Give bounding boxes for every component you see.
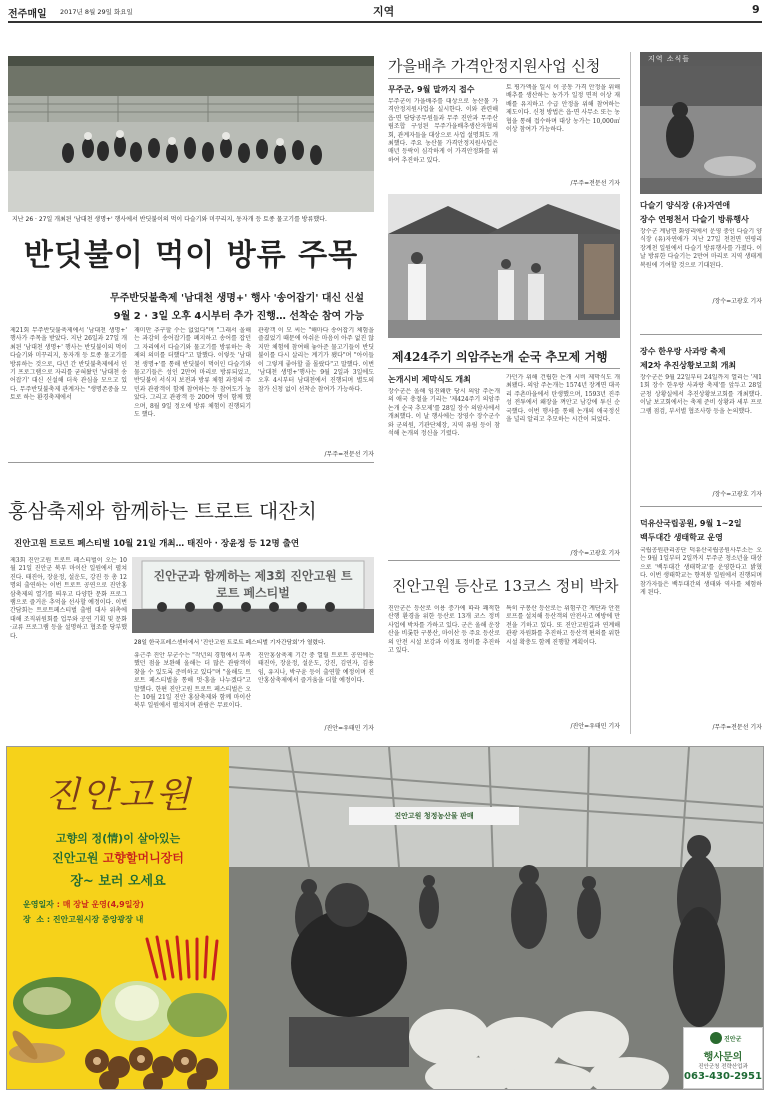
uiam-photo [388,194,620,338]
uiam-col2: 가던가 위해 건립한 논개 시비 제막식도 개최됐다. 의암 주논개는 1574년 장계면 대곡리 주촌마을에서 탄생했으며, 1593년 진주성 전투에서 왜장을 껴안고 남강에 투신 순국했다. 이번 행사를 통해 논개의 애국정신을 널리 알리고 추모하는 시간이 되었다. [506,374,620,424]
ad-phone: 063-430-2951 [684,1071,762,1082]
ad-line2-b: 고 [102,851,115,865]
ad-op-value: : 매 장날 운영(4,9일장) [56,900,144,909]
cabbage-sub: 무주군, 9월 말까지 접수 [388,85,475,94]
trot-banner-title: 진안군과 함께하는 제3회 진안고원 트로트 페스티벌 [153,569,353,600]
ad-loc-label: 장 소 [23,915,45,924]
header-date: 2017년 8월 29일 화요일 [60,8,133,16]
cabbage-byline: /무주=전문선 기자 [570,180,620,187]
trot-col2: 유근주 진안 부군수는 "작년의 경험에서 부족했던 점을 보완해 올해는 더 많은 관람객이 찾을 수 있도록 준비하고 있다"며 "올해도 트로트 페스티벌을 통해 멋·흥을 나누겠다"고 말했다. 한편 진안고원 트로트 페스티벌은 오는 10월 21일 진안 홍삼축제와 함께 마이산 북부 일원에서 펼쳐지며 관람은 무료이다. [134,652,251,710]
s2-body: 장수군은 9월 22일부터 24일까지 열리는 '제11회 장수 한우랑 사과랑 축제'를 앞두고 28일 군청 상황실에서 추진상황보고회를 개최했다. 이날 보고회에서는 축제 준비 상황과 세부 프로그램 점검, 부서별 협조사항 등을 논의했다. [640,374,762,415]
advertisement [6,746,764,1090]
trail-headline: 진안고원 등산로 13코스 정비 박차 [392,577,619,595]
firefly-caption: 지난 26 · 27일 개최된 '남대천 생명+' 행사에서 반딧불이의 먹이 다슬기와 미꾸리지, 동자개 등 토종 물고기를 방류했다. [12,216,327,223]
ad-line2-c: 향할머니장터 [114,851,184,865]
trail-byline: /진안=우태민 기자 [570,723,620,730]
trot-headline: 홍삼축제와 함께하는 트로트 대잔치 [8,499,317,523]
s3-head: 덕유산국립공원, 9월 1~2일 [640,519,742,528]
cabbage-col1: 무주군이 가을배추를 대상으로 농산물 가격안정지원사업을 실시한다. 이와 관련해 읍·면 담당공무원들과 무주 진안과 무주산림조합 구성된 무주가을배추생산자협의회, 관계자들을 대상으로 사업 설명회도 개최했다. 주요 농산물 가격안정지원사업은 매년 등락이 심각하게 이 가격안정화를 위하여 추진하고 있다. [388,98,498,164]
trail-col2: 특히 구봉산 등산로는 위험구간 계단과 안전 로프를 설치해 등산객의 안전사고 예방에 만전을 기하고 있다. 또 진안고원길과 연계해 관광 자원화를 추진하고 등산객 편의를 위한 시설 확충도 함께 진행할 계획이다. [506,605,620,646]
s3-body: 국립공원관리공단 덕유산국립공원사무소는 오는 9월 1일부터 2일까지 무주군 청소년을 대상으로 '백두대간 생태학교'를 운영한다고 밝혔다. 이번 생태학교는 향적봉 일원에서 진행되며 참가자들은 백두대간의 생태와 역사를 체험하게 된다. [640,547,762,597]
page-header [0,0,770,22]
s1-rule [640,334,762,335]
firefly-col1: 제21회 무주반딧불축제에서 '남대천 생명+' 행사가 주목을 받았다. 지난 26일과 27일 개최된 '남대천 생명+' 행사는 반딧불이의 먹이 다슬기와 미꾸리지, 동자개 등 토종 물고기를 방류하는 것으로, 다년 간 반딧불축제에서 인기 프로그램으로 자리를 굳혀왔던 '남대천 송어잡기' 대신 신설해 더욱 관심을 모으고 있다. 무주반딧불축제 관계자는 "생명존중을 모토로 하는 환경축제에서 [10,327,127,402]
paper-name: 전주매일 [8,9,47,20]
s2-head: 장수 한우랑 사과랑 축제 [640,347,726,356]
section-title: 지역 [373,5,395,18]
trot-caption: 28일 한국프레스센터에서 '진안고원 트로트 페스티벌 기자간담회'가 열렸다. [134,640,326,646]
ad-line2-a: 진안고원 [52,851,99,865]
ad-office: 행사문의 [703,1052,743,1063]
ad-op-label: 운영일자 [23,900,54,909]
firefly-headline: 반딧불이 먹이 방류 주목 [23,238,359,273]
ad-market-sign: 진안고원 청정농산물 판매 [394,812,474,820]
cabbage-headline: 가을배추 가격안정지원사업 신청 [388,57,601,75]
trail-col1: 진안군은 등산로 이용 증가에 따라 쾌적한 산행 환경을 위한 등산로 13개 코스 정비 사업에 박차를 가하고 있다. 군은 올해 운장산을 비롯한 구봉산, 마이산 등 주요 등산로의 안전 시설 보강과 이정표 정비를 추진하고 있다. [388,605,500,655]
sidebar-label: 지역 소식들 [648,55,691,63]
ad-logo: 진안고원 [45,775,193,816]
ad-contact-box [683,1027,763,1089]
ad-line1: 고향의 정(情)이 살아있는 [55,832,181,845]
page-number: 9 [752,3,760,16]
header-rule [8,21,762,23]
firefly-byline: /무주=전문선 기자 [324,451,374,458]
firefly-rule [8,462,374,463]
trot-col1: 제3회 진안고원 트로트 페스티벌이 오는 10월 21일 진안군 북부 마이산 일원에서 펼쳐진다. 태진아, 장윤정, 설운도, 강진 등 총 12명의 출연하는 이번 트로트 공연으로 진안홍삼축제의 열기를 띄우고 다양한 문화 프로그램으로 즐거운 추억을 선사할 예정이다. 이번 간담회는 트로트페스티벌 출범 대사 위촉에 대해 조직위원회를 업무와 공연 기획 및 문화·교류 프로그램 등을 설명하고 협조를 당부했다. [10,557,127,640]
firefly-col2: 재미만 추구할 수는 없었다"며 "그래서 올해는 과감히 송어잡기를 폐지하고 송어를 잡던 그 자리에서 다슬기와 물고기를 방류하는 축제의 의미를 더했다"고 말했다. 이렇듯 '남대천 생명+'를 통해 반딧불이 먹이인 다슬기와 물고기들은 성인 2만여 마리로 방류되었고, 반딧불이 서식지 보전과 방류 체험 과정의 주민과 관광객이 함께 참여하는 등 참여도가 높았다. 그리고 관광객 등 200여 명이 함께 했으며, 8월 9일 정오에 방류 체험이 진행되기도 했다. [134,327,251,419]
s1-body: 장수군 계남면 화양리에서 운영 중인 다슬기 양식장 (유)자연애가 지난 27일 천천면 연평리 장계천 일원에서 다슬기 방류행사를 가졌다. 이날 방류한 다슬기는 2만여 마리로 지역 생태계 복원에 기여할 것으로 기대된다. [640,228,762,269]
ad-yellow-panel [7,747,229,1089]
s1-sub: 장수 연평천서 다슬기 방류행사 [640,215,749,224]
s1-byline: /장수=고광호 기자 [712,298,762,305]
sidebar-photo [640,66,762,194]
uiam-sub: 논개시비 제막식도 개최 [388,375,471,384]
uiam-rule [388,368,620,369]
ad-sponsor: 진안군 [724,1036,742,1043]
firefly-sub1: 무주반딧불축제 '남대천 생명+' 행사 '송어잡기' 대신 신설 [109,293,364,304]
trot-byline: /진안=우태민 기자 [324,725,374,732]
trot-col3: 진안홍삼축제 기간 중 열릴 트로트 공연에는 태진아, 장윤정, 설운도, 강진, 김연자, 김용임, 유지나, 박구윤 등이 출연할 예정이며 진안홍삼축제에서 즐거움을 더할 예정이다. [258,652,374,685]
ad-line2 [7,849,229,866]
uiam-headline: 제424주기 의암주논개 순국 추모제 거행 [392,350,608,364]
s2-byline: /장수=고광호 기자 [712,491,762,498]
s3-byline: /무주=전문선 기자 [712,724,762,731]
cabbage-col2: 토 평가액을 일시 이 공동 가격 안정을 위해 배추를 생산하는 농가가 일정 면적 이상 재배를 유지하고 수급 안정을 위해 참여하는 제도이다. 신청 방법은 읍·면 사무소 또는 농협을 통해 접수하며 대상 농가는 10,000㎡ 이상 참여가 가능하다. [506,84,620,134]
uiam-col1: 장수군은 올해 임진왜란 당시 의암 주논개의 애국 충절을 기리는 '제424주기 의암주논개 순국 추모제'를 28일 장수 의암사에서 개최했다. 이 날 행사에는 장영수 장수군수와 군의원, 기관단체장, 지역 유림 등이 참석해 논개의 정신을 기렸다. [388,388,500,438]
firefly-col3: 관광객 이 모 씨는 "해마다 송어잡기 체험을 즐겼었기 때문에 아쉬운 마음이 아주 없진 않지만 체험에 참여해 놓아준 물고기들이 반딧불이를 다시 살리는 계기가 됐다"며 "아이들이 그렇게 좋아할 줄 몰랐다"고 말했다. 이번 '남대천 생명+'행사는 9월 2일과 3일에도 오후 4시부터 남대천에서 진행되며 별도의 참가 신청 없이 선착순 참여가 가능하다. [258,327,374,393]
ad-loc-row [23,914,143,925]
ad-loc-value: : 진안고원시장 중앙광장 내 [46,915,144,924]
s3-sub: 백두대간 생태학교 운영 [640,533,723,542]
sidebar-divider [630,52,631,734]
uiam-byline: /장수=고광호 기자 [570,550,620,557]
firefly-photo [8,56,374,212]
ad-op-row [23,899,144,910]
ad-produce-illustration [7,933,229,1089]
s2-rule [640,506,762,507]
cabbage-rule [388,78,620,79]
trot-banner-text [152,567,354,601]
ad-office-sub: 진안군청 전략산업과 [698,1064,748,1070]
sponsor-emblem-icon [710,1032,722,1044]
sidebar-label-box [640,52,762,66]
s2-sub: 제2차 추진상황보고회 개최 [640,361,737,370]
uiam-bottom-rule [388,560,620,561]
trot-sub: 진안고원 트로트 페스티벌 10월 21일 개최… 태진아 · 장윤정 등 12명 출연 [14,539,300,549]
trot-photo [132,557,374,633]
s1-head: 다슬기 양식장 (유)자연애 [640,201,731,210]
ad-line3: 장~ 보러 오세요 [70,874,166,889]
firefly-sub2: 9월 2 · 3일 오후 4시부터 추가 진행… 선착순 참여 가능 [113,311,364,322]
